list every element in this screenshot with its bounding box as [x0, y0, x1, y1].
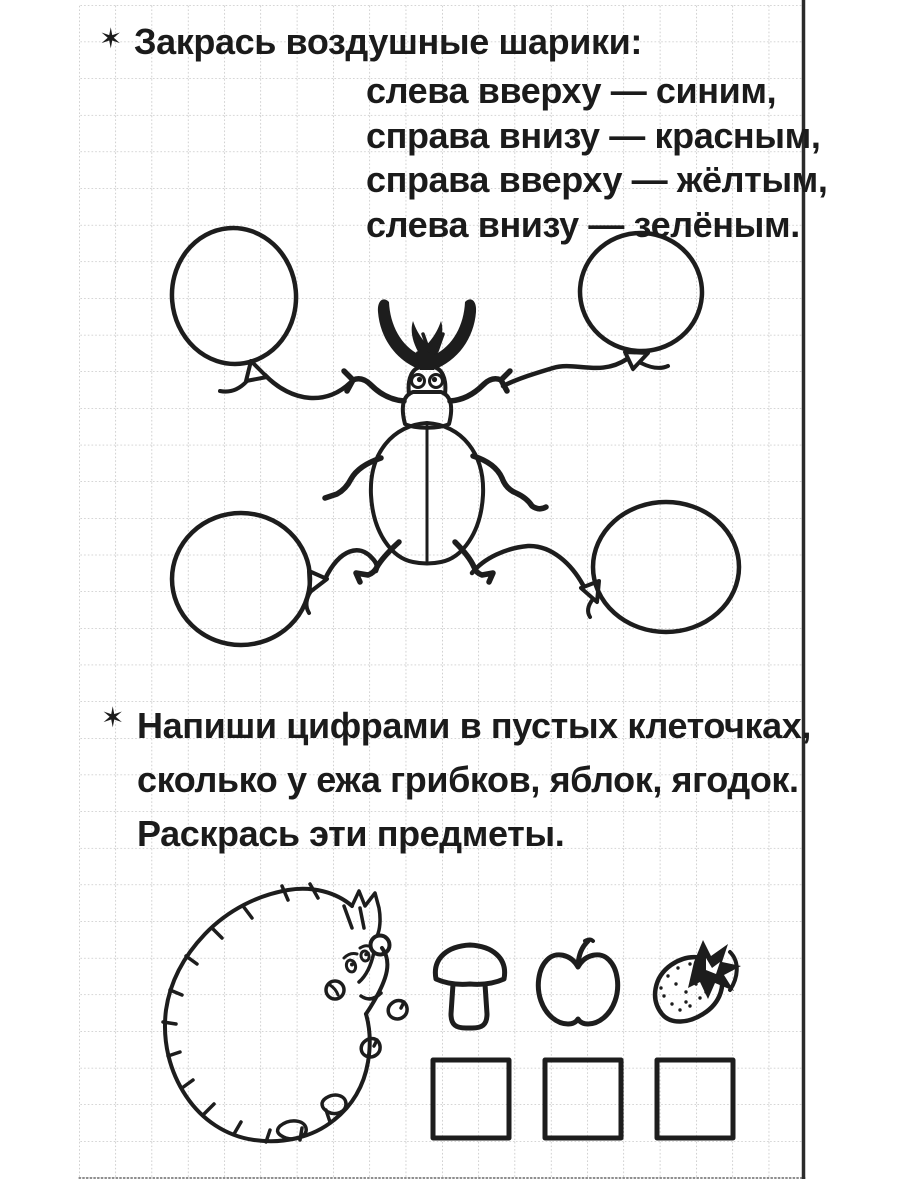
task1-line: справа вверху — жёлтым, [366, 159, 828, 200]
task2-line: Напиши цифрами в пустых клеточках, [137, 705, 812, 746]
task1-instructions [366, 69, 828, 247]
task1-line: справа внизу — красным, [366, 114, 821, 156]
task2-bullet-star-icon: ✶ [101, 702, 125, 733]
task1-line: слева вверху — синим, [366, 70, 777, 111]
task2-line: сколько у ежа грибков, яблок, ягодок. [137, 759, 799, 800]
task1-line: слева внизу — зелёным. [366, 203, 800, 245]
task1-title: Закрась воздушные шарики: [134, 21, 642, 62]
task1-bullet-star-icon: ✶ [99, 23, 123, 54]
task2-instructions [137, 699, 811, 861]
task2-line: Раскрась эти предметы. [137, 813, 565, 854]
